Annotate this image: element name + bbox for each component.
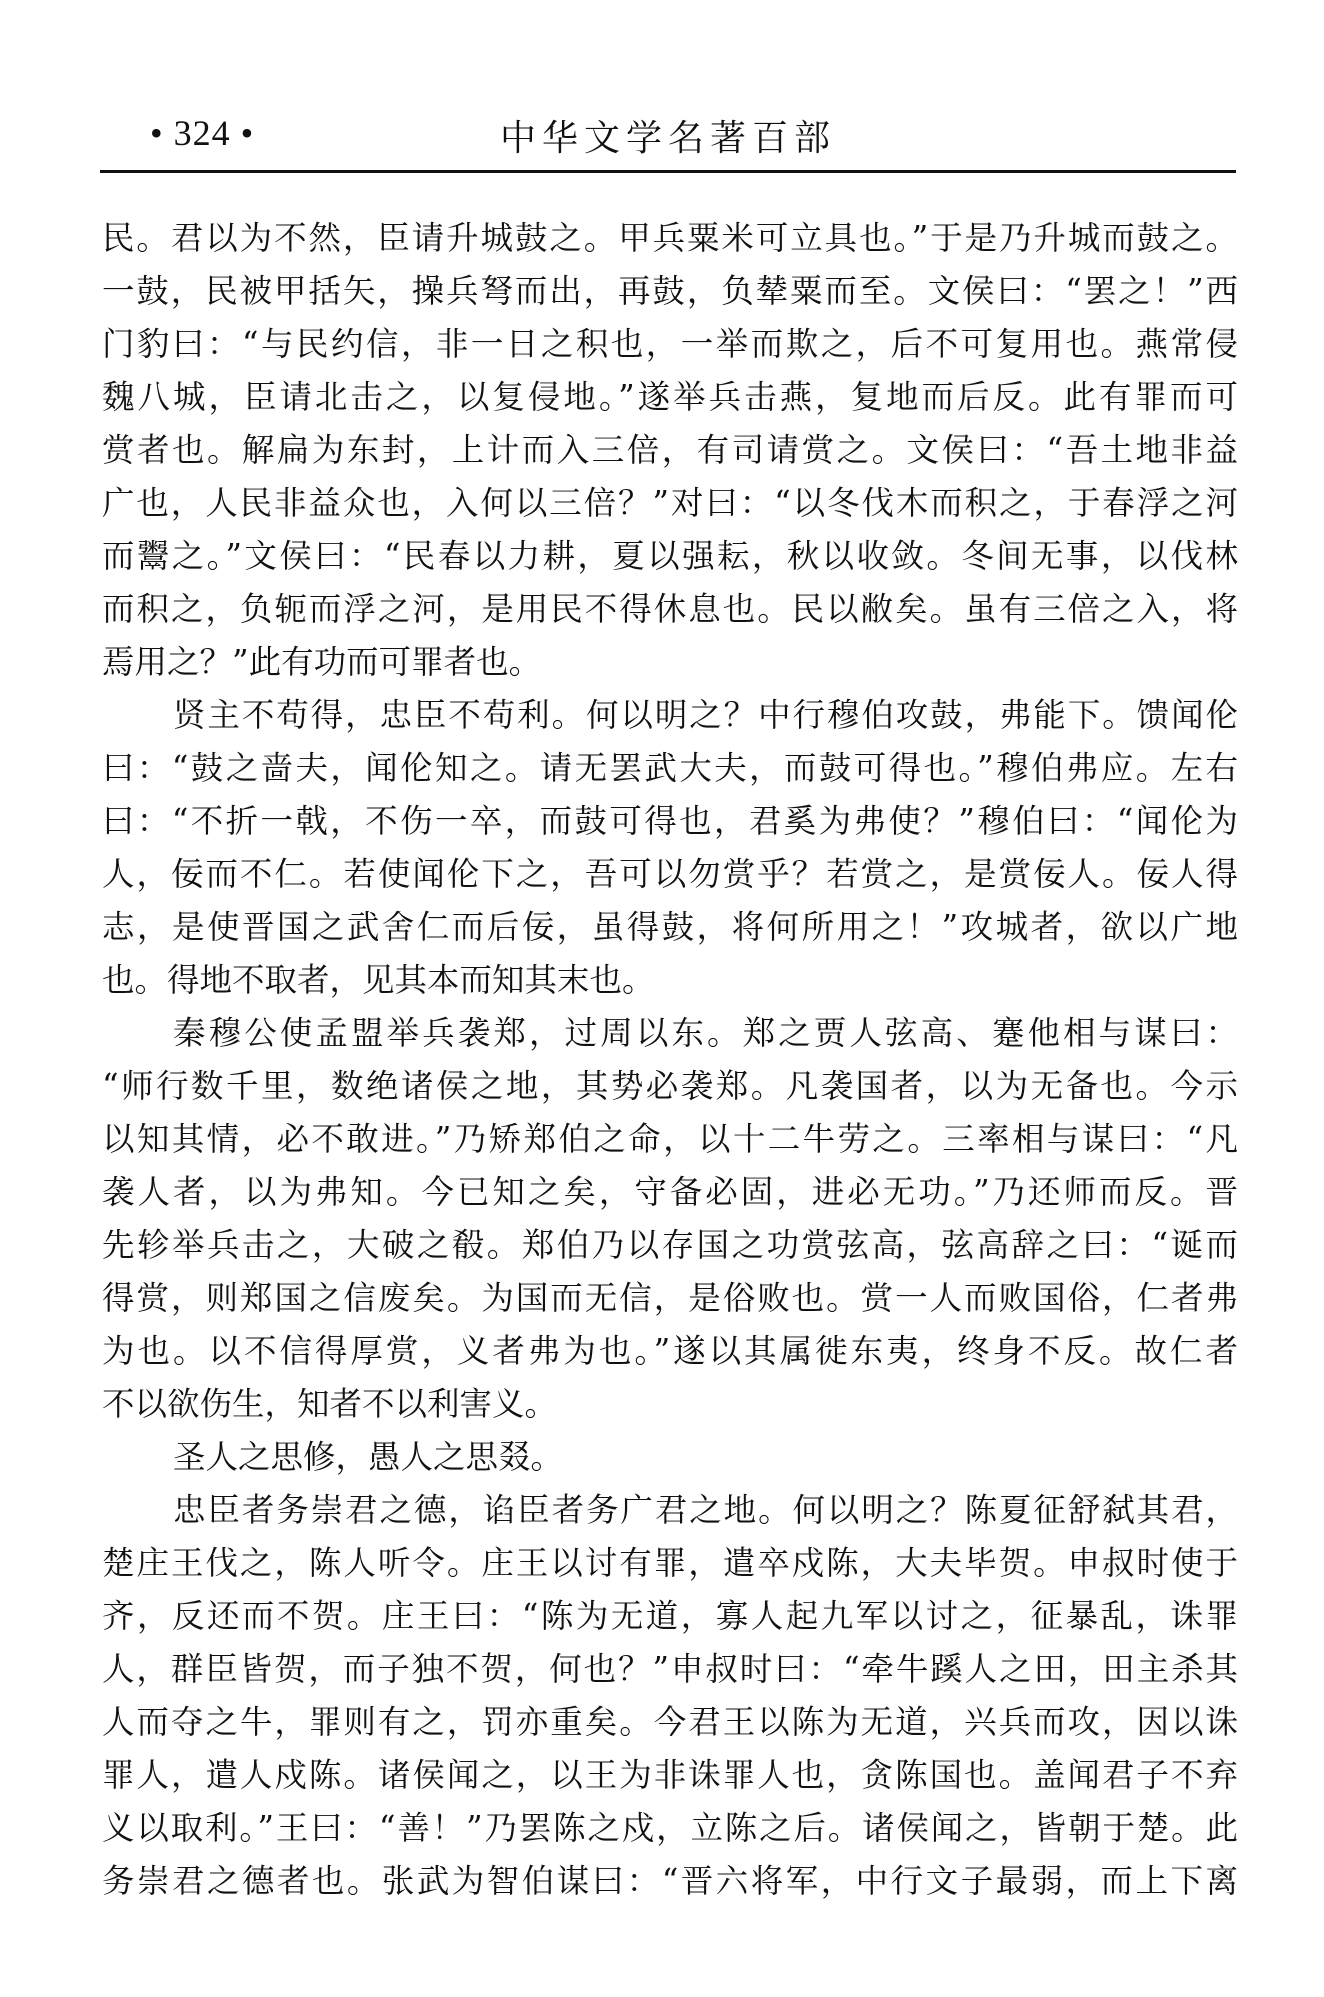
page-body-text <box>102 212 1238 1908</box>
text-line: 民。君以为不然，臣请升城鼓之。甲兵粟米可立具也。”于是乃升城而鼓之。 <box>102 219 1238 257</box>
text-line: 齐，反还而不贺。庄王曰：“陈为无道，寡人起九军以讨之，征暴乱，诛罪 <box>102 1597 1238 1635</box>
text-line: 袭人者，以为弗知。今已知之矣，守备必固，进必无功。”乃还师而反。晋 <box>102 1173 1238 1211</box>
paragraph <box>102 1484 1238 1908</box>
text-line: 赏者也。解扁为东封，上计而入三倍，有司请赏之。文侯曰：“吾土地非益 <box>102 431 1238 469</box>
text-line: 为也。以不信得厚赏，义者弗为也。”遂以其属徙东夷，终身不反。故仁者 <box>102 1332 1238 1370</box>
text-line: 贤主不苟得，忠臣不苟利。何以明之？中行穆伯攻鼓，弗能下。馈闻伦 <box>173 696 1238 734</box>
text-line: 先轸举兵击之，大破之殽。郑伯乃以存国之功赏弦高，弦高辞之曰：“诞而 <box>102 1226 1238 1264</box>
paragraph <box>102 212 1238 689</box>
text-line: 人，群臣皆贺，而子独不贺，何也？”申叔时曰：“牵牛蹊人之田，田主杀其 <box>102 1650 1238 1688</box>
text-line: 门豹曰：“与民约信，非一日之积也，一举而欺之，后不可复用也。燕常侵 <box>102 325 1238 363</box>
running-header <box>100 108 1236 166</box>
text-line: 曰：“鼓之啬夫，闻伦知之。请无罢武大夫，而鼓可得也。”穆伯弗应。左右 <box>102 749 1238 787</box>
paragraph <box>102 1431 1238 1484</box>
header-rule <box>100 170 1236 173</box>
text-line: 忠臣者务崇君之德，谄臣者务广君之地。何以明之？陈夏征舒弑其君， <box>173 1491 1238 1529</box>
text-line: 也。得地不取者，见其本而知其末也。 <box>102 961 655 999</box>
text-line: 曰：“不折一戟，不伤一卒，而鼓可得也，君奚为弗使？”穆伯曰：“闻伦为 <box>102 802 1238 840</box>
text-line: 魏八城，臣请北击之，以复侵地。”遂举兵击燕，复地而后反。此有罪而可 <box>102 378 1238 416</box>
text-line: 不以欲伤生，知者不以利害义。 <box>102 1385 558 1423</box>
text-line: 圣人之思修，愚人之思叕。 <box>173 1438 564 1476</box>
text-line: 一鼓，民被甲括矢，操兵弩而出，再鼓，负辇粟而至。文侯曰：“罢之！”西 <box>102 272 1238 310</box>
paragraph <box>102 1007 1238 1431</box>
text-line: 而积之，负轭而浮之河，是用民不得休息也。民以敝矣。虽有三倍之入，将 <box>102 590 1238 628</box>
page-number: • 324 • <box>150 113 255 153</box>
text-line: 人而夺之牛，罪则有之，罚亦重矣。今君王以陈为无道，兴兵而攻，因以诛 <box>102 1703 1238 1741</box>
text-line: 人，佞而不仁。若使闻伦下之，吾可以勿赏乎？若赏之，是赏佞人。佞人得 <box>102 855 1238 893</box>
text-line: 焉用之？”此有功而可罪者也。 <box>102 643 542 681</box>
book-title: 中华文学名著百部 <box>499 118 836 159</box>
text-line: 而鬻之。”文侯曰：“民春以力耕，夏以强耘，秋以收敛。冬间无事，以伐林 <box>102 537 1238 575</box>
text-line: 以知其情，必不敢进。”乃矫郑伯之命，以十二牛劳之。三率相与谋曰：“凡 <box>102 1120 1238 1158</box>
text-line: 得赏，则郑国之信废矣。为国而无信，是俗败也。赏一人而败国俗，仁者弗 <box>102 1279 1238 1317</box>
text-line: “师行数千里，数绝诸侯之地，其势必袭郑。凡袭国者，以为无备也。今示 <box>102 1067 1238 1105</box>
text-line: 秦穆公使孟盟举兵袭郑，过周以东。郑之贾人弦高、蹇他相与谋曰： <box>173 1014 1238 1052</box>
paragraph <box>102 689 1238 1007</box>
text-line: 广也，人民非益众也，入何以三倍？”对曰：“以冬伐木而积之，于春浮之河 <box>102 484 1238 522</box>
text-line: 楚庄王伐之，陈人听令。庄王以讨有罪，遣卒戍陈，大夫毕贺。申叔时使于 <box>102 1544 1238 1582</box>
text-line: 志，是使晋国之武舍仁而后佞，虽得鼓，将何所用之！”攻城者，欲以广地 <box>102 908 1238 946</box>
text-line: 义以取利。”王曰：“善！”乃罢陈之戍，立陈之后。诸侯闻之，皆朝于楚。此 <box>102 1809 1238 1847</box>
text-line: 务崇君之德者也。张武为智伯谋曰：“晋六将军，中行文子最弱，而上下离 <box>102 1862 1238 1900</box>
text-line: 罪人，遣人戍陈。诸侯闻之，以王为非诛罪人也，贪陈国也。盖闻君子不弃 <box>102 1756 1238 1794</box>
